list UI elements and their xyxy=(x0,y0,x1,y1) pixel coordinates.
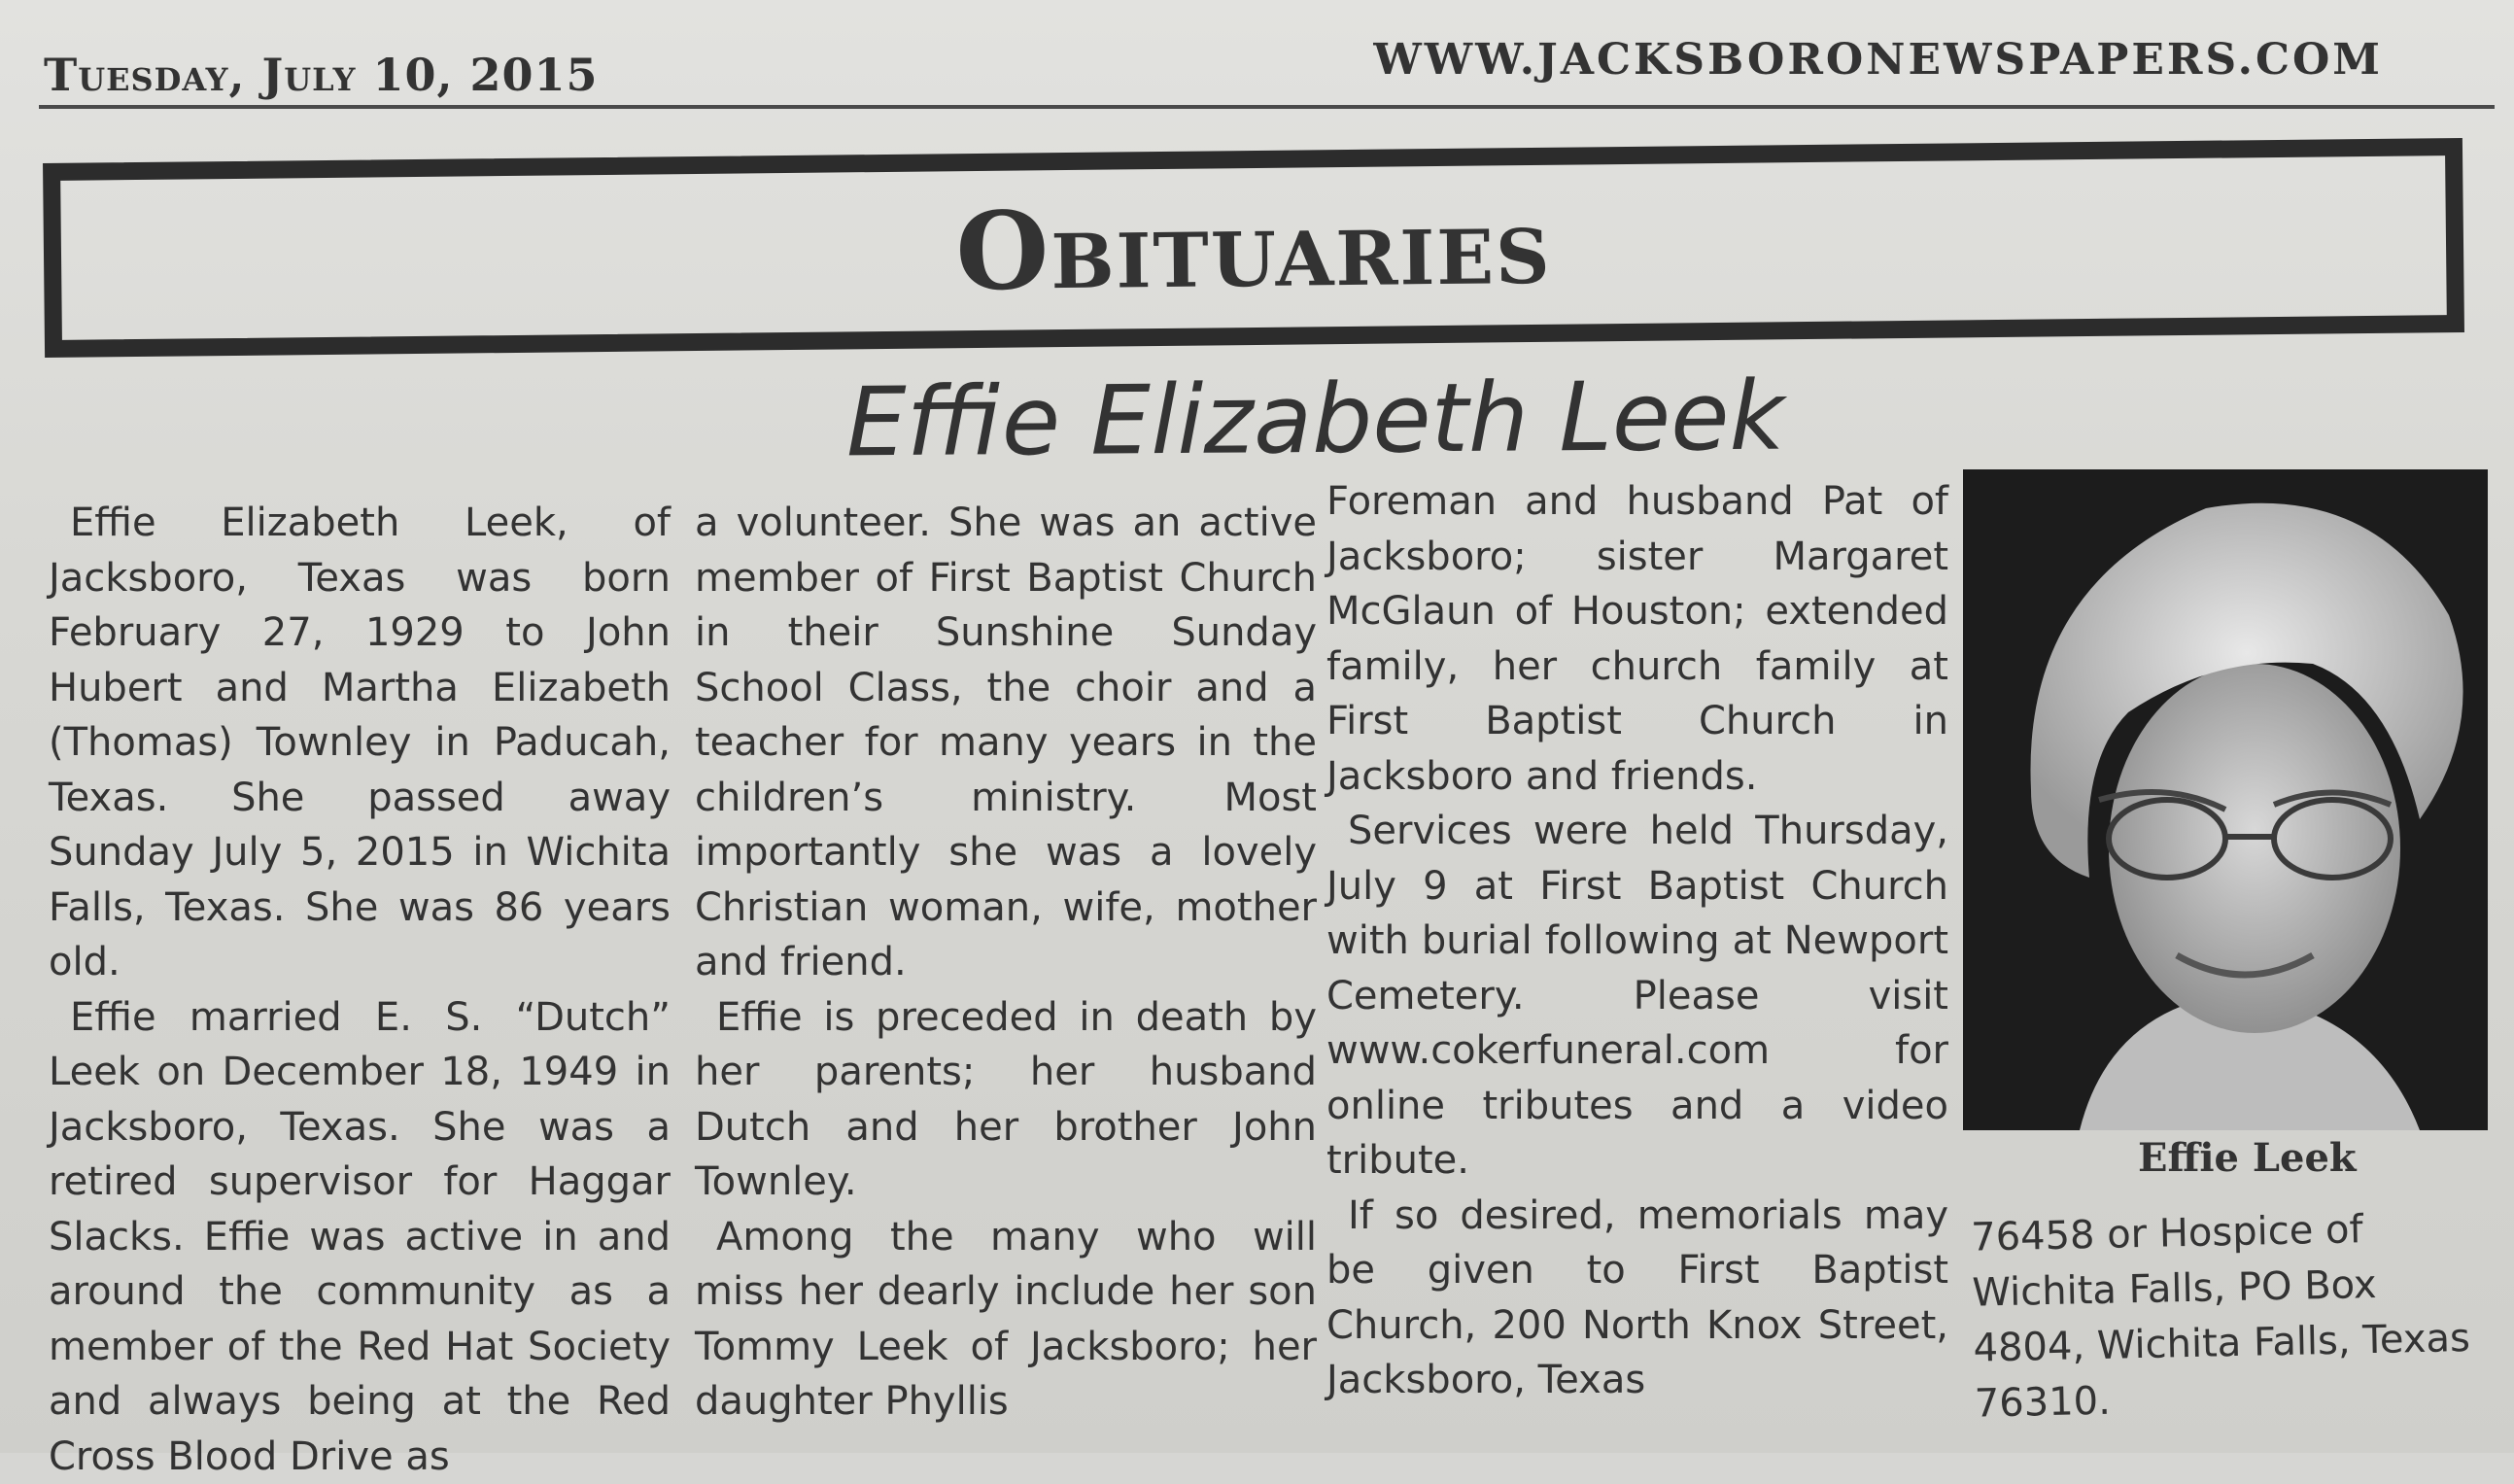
text-column-3 xyxy=(1326,474,1948,1408)
section-header-box xyxy=(43,138,2464,358)
paragraph: Services were held Thursday, July 9 at First Baptist Church with burial following at Newport Cemetery. Please visit www.cokerfuneral.com for online tributes and a video tribute. xyxy=(1326,804,1948,1189)
newspaper-url: WWW.JACKSBORONEWSPAPERS.COM xyxy=(1373,35,2383,85)
paragraph: a volunteer. She was an active member of First Baptist Church in their Sunshine Sunday School Class, the choir and a teacher for many years in the children’s ministry. Most importantly she was a lovely Christian woman, wife, mother and friend. xyxy=(695,496,1317,990)
paragraph: Foreman and husband Pat of Jacksboro; sister Margaret McGlaun of Houston; extended family, her church family at First Baptist Church in Jacksboro and friends. xyxy=(1326,474,1948,804)
text-column-2 xyxy=(695,496,1317,1430)
masthead-rule xyxy=(39,105,2495,109)
section-title: Obituaries xyxy=(955,182,1552,313)
portrait-illustration xyxy=(1963,469,2488,1130)
paragraph: Effie married E. S. “Dutch” Leek on December 18, 1949 in Jacksboro, Texas. She was a retired supervisor for Haggar Slacks. Effie was active in and around the community as a member of the Red Hat Society and always being at the Red Cross Blood Drive as xyxy=(49,990,671,1484)
paragraph: Effie is preceded in death by her parents; her husband Dutch and her brother John Townley. xyxy=(695,990,1317,1210)
photo-caption: Effie Leek xyxy=(2138,1135,2357,1181)
obituary-headline: Effie Elizabeth Leek xyxy=(58,356,2514,484)
text-column-1 xyxy=(49,496,671,1484)
portrait-photo xyxy=(1963,469,2488,1130)
paragraph: Among the many who will miss her dearly include her son Tommy Leek of Jacksboro; her daughter Phyllis xyxy=(695,1210,1317,1430)
issue-date: Tuesday, July 10, 2015 xyxy=(44,49,599,101)
text-continuation: 76458 or Hospice of Wichita Falls, PO Box 4804, Wichita Falls, Texas 76310. xyxy=(1971,1199,2500,1432)
paragraph: If so desired, memorials may be given to First Baptist Church, 200 North Knox Street, Jacksboro, Texas xyxy=(1326,1189,1948,1408)
paragraph: Effie Elizabeth Leek, of Jacksboro, Texas was born February 27, 1929 to John Hubert and Martha Elizabeth (Thomas) Townley in Paducah, Texas. She passed away Sunday July 5, 2015 in Wichita Falls, Texas. She was 86 years old. xyxy=(49,496,671,990)
